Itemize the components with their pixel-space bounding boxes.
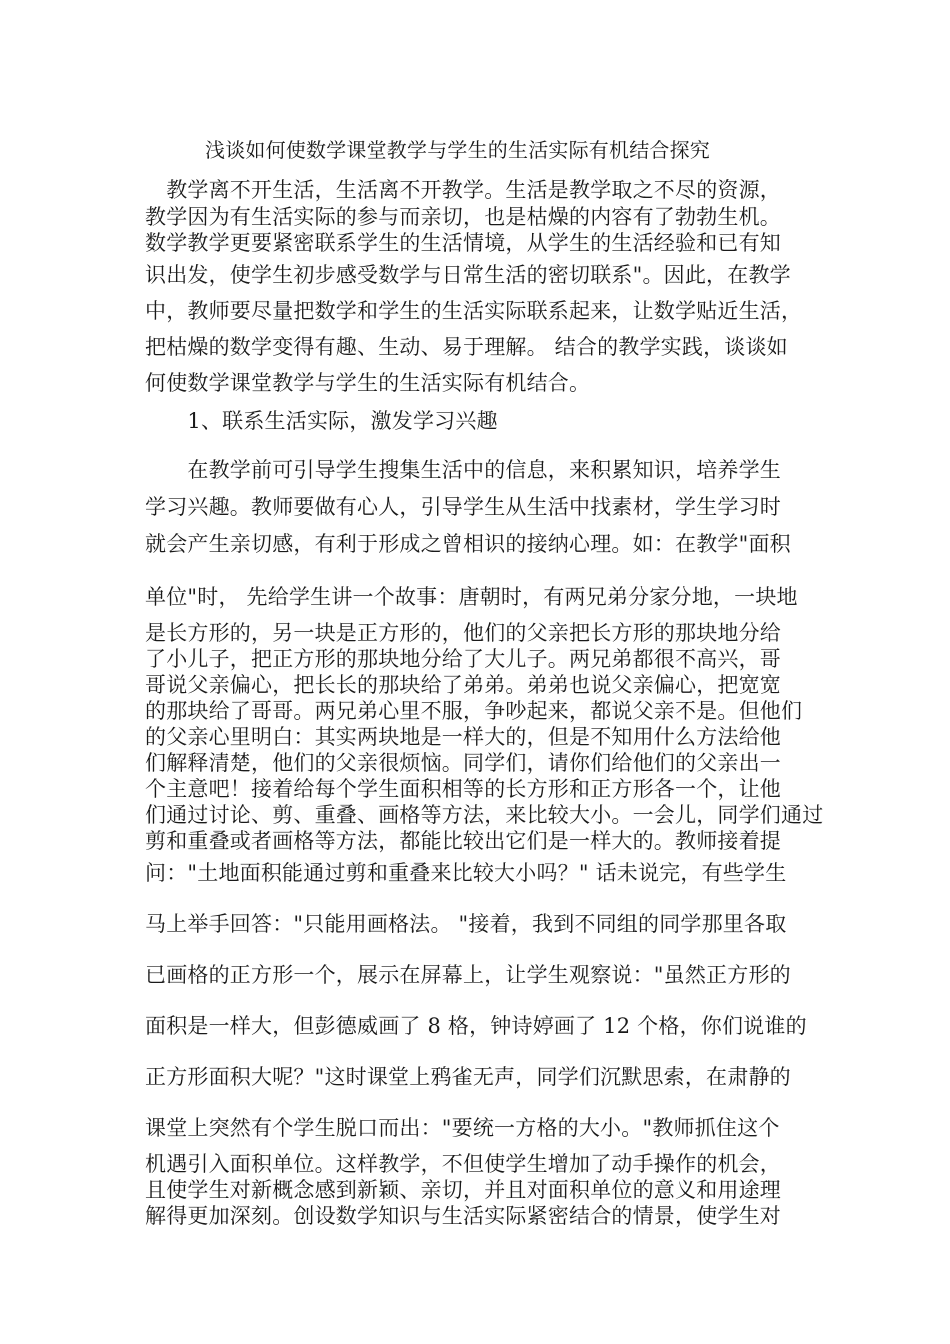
body-line: 问："土地面积能通过剪和重叠来比较大小吗？" 话未说完，有些学生 bbox=[145, 861, 787, 885]
body-line: 识出发，使学生初步感受数学与日常生活的密切联系"。因此，在教学 bbox=[145, 263, 791, 287]
body-line: 已画格的正方形一个，展示在屏幕上，让学生观察说："虽然正方形的 bbox=[145, 963, 791, 987]
body-line: 单位"时， 先给学生讲一个故事：唐朝时，有两兄弟分家分地，一块地 bbox=[145, 585, 798, 609]
body-line: 了小儿子，把正方形的那块地分给了大儿子。两兄弟都很不高兴，哥 bbox=[145, 647, 781, 671]
body-line: 且使学生对新概念感到新颖、亲切，并且对面积单位的意义和用途理 bbox=[145, 1178, 781, 1202]
body-line: 课堂上突然有个学生脱口而出："要统一方格的大小。"教师抓住这个 bbox=[145, 1116, 780, 1140]
body-line: 正方形面积大呢？"这时课堂上鸦雀无声，同学们沉默思索，在肃静的 bbox=[145, 1065, 791, 1089]
body-line: 就会产生亲切感，有利于形成之曾相识的接纳心理。如：在教学"面积 bbox=[145, 532, 791, 556]
body-line: 面积是一样大，但彭德威画了 8 格，钟诗婷画了 12 个格，你们说谁的 bbox=[145, 1014, 807, 1038]
body-line: 机遇引入面积单位。这样教学，不但使学生增加了动手操作的机会， bbox=[145, 1152, 781, 1176]
body-line: 中，教师要尽量把数学和学生的生活实际联系起来，让数学贴近生活， bbox=[145, 299, 803, 323]
section-heading: 1、联系生活实际，激发学习兴趣 bbox=[145, 409, 498, 433]
body-line: 学习兴趣。教师要做有心人，引导学生从生活中找素材，学生学习时 bbox=[145, 495, 781, 519]
body-line: 的父亲心里明白：其实两块地是一样大的，但是不知用什么方法给他 bbox=[145, 725, 781, 749]
body-line: 是长方形的，另一块是正方形的，他们的父亲把长方形的那块地分给 bbox=[145, 621, 781, 645]
body-line: 的那块给了哥哥。两兄弟心里不服，争吵起来，都说父亲不是。但他们 bbox=[145, 699, 803, 723]
body-line: 何使数学课堂教学与学生的生活实际有机结合。 bbox=[145, 371, 591, 395]
body-line: 数学教学更要紧密联系学生的生活情境，从学生的生活经验和已有知 bbox=[145, 231, 781, 255]
body-line: 们通过讨论、剪、重叠、画格等方法，来比较大小。一会儿，同学们通过 bbox=[145, 803, 824, 827]
body-line: 教学离不开生活，生活离不开教学。生活是教学取之不尽的资源， bbox=[145, 178, 781, 202]
document-title: 浅谈如何使数学课堂教学与学生的生活实际有机结合探究 bbox=[205, 138, 710, 162]
body-line: 教学因为有生活实际的参与而亲切，也是枯燥的内容有了勃勃生机。 bbox=[145, 205, 781, 229]
body-line: 把枯燥的数学变得有趣、生动、易于理解。 结合的教学实践，谈谈如 bbox=[145, 335, 788, 359]
body-line: 个主意吧！接着给每个学生面积相等的长方形和正方形各一个，让他 bbox=[145, 777, 781, 801]
body-line: 剪和重叠或者画格等方法，都能比较出它们是一样大的。教师接着提 bbox=[145, 829, 781, 853]
body-line: 马上举手回答："只能用画格法。 "接着，我到不同组的同学那里各取 bbox=[145, 912, 787, 936]
body-line: 们解释清楚，他们的父亲很烦恼。同学们，请你们给他们的父亲出一 bbox=[145, 751, 781, 775]
body-line: 解得更加深刻。创设数学知识与生活实际紧密结合的情景，使学生对 bbox=[145, 1204, 781, 1228]
body-line: 哥说父亲偏心，把长长的那块给了弟弟。弟弟也说父亲偏心，把宽宽 bbox=[145, 673, 781, 697]
body-line: 在教学前可引导学生搜集生活中的信息，来积累知识，培养学生 bbox=[145, 458, 781, 482]
